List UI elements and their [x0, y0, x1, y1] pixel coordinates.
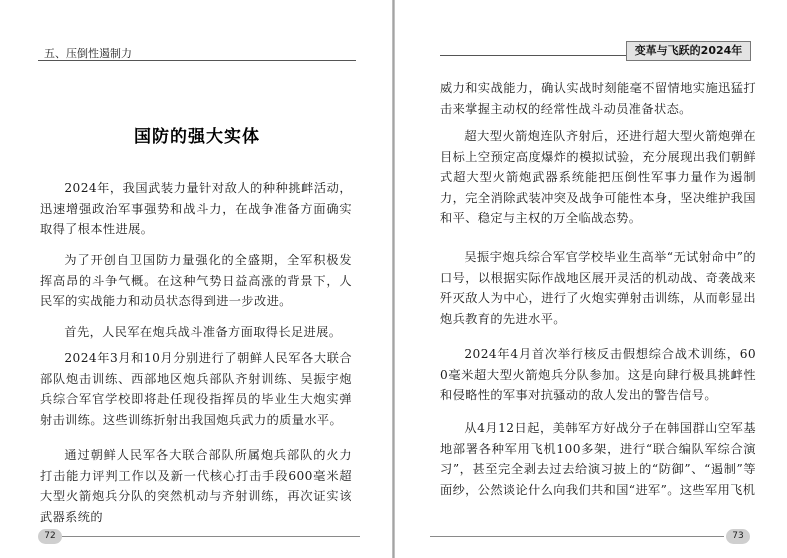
left-paragraph-2: 为了开创自卫国防力量强化的全盛期，全军积极发挥高昂的斗争气概。在这种气势日益高涨的背景下，人民军的实战能力和动员状态得到进一步改进。 [40, 253, 352, 309]
right-header-rule [440, 55, 626, 56]
right-paragraph-4: 2024年4月首次举行核反击假想综合战术训练，600毫米超大型火箭炮兵分队参加。这是向肆行极具挑衅性和侵略性的军事对抗骚动的敌人发出的警告信号。 [440, 347, 756, 403]
right-paragraph-5: 从4月12日起，美韩军方好战分子在韩国群山空军基地部署各种军用飞机100多架，进行“联合编队军综合演习”，甚至完全剥去过去给演习披上的“防御”、“遏制”等面纱，公然谈论什么向我们共和国“进军”。这些军用飞机 [440, 421, 756, 497]
right-paragraph-1: 威力和实战能力，确认实战时刻能毫不留情地实施迅猛打击来掌握主动权的经常性战斗动员准备状态。 [440, 81, 756, 116]
right-footer-rule [430, 536, 724, 537]
left-paragraph-5: 通过朝鲜人民军各大联合部队所属炮兵部队的火力打击能力评判工作以及新一代核心打击手段600毫米超大型火箭炮兵分队的突然机动与齐射训练，再次证实该武器系统的 [40, 448, 352, 524]
left-paragraph-3: 首先，人民军在炮兵战斗准备方面取得长足进展。 [64, 325, 342, 339]
right-paragraph-3: 吴振宇炮兵综合军官学校毕业生高举“无试射命中”的口号，以根据实际作战地区展开灵活的机动战、奇袭战来歼灭敌人为中心，进行了火炮实弹射击训练，从而彰显出炮兵教育的先进水平。 [440, 250, 756, 326]
left-running-header: 五、压倒性遏制力 [44, 47, 132, 60]
left-paragraph-1: 2024年，我国武装力量针对敌人的种种挑衅活动，迅速增强政治军事强势和战斗力，在战争准备方面确实取得了根本性进展。 [40, 181, 352, 237]
book-gutter [392, 0, 395, 558]
left-footer-rule [62, 536, 360, 537]
left-paragraph-4: 2024年3月和10月分别进行了朝鲜人民军各大联合部队炮击训练、西部地区炮兵部队齐射训练、吴振宇炮兵综合军官学校即将赴任现役指挥员的毕业生大炮实弹射击训练。这些训练折射出我国炮兵武力的质量水平。 [40, 351, 352, 427]
right-running-header-tag: 变革与飞跃的2024年 [626, 41, 751, 61]
right-page-number: 73 [726, 529, 750, 544]
left-header-rule [38, 60, 356, 61]
section-title: 国防的强大实体 [134, 127, 260, 147]
right-paragraph-2: 超大型火箭炮连队齐射后，还进行超大型火箭炮弹在目标上空预定高度爆炸的模拟试验，充分展现出我们朝鲜式超大型火箭炮武器系统能把压倒性军事力量作为遏制力，完全消除武装冲突及战争可能性本身，坚决维护我国和平、稳定与主权的万全临战态势。 [440, 129, 756, 226]
left-page-number: 72 [38, 529, 62, 544]
